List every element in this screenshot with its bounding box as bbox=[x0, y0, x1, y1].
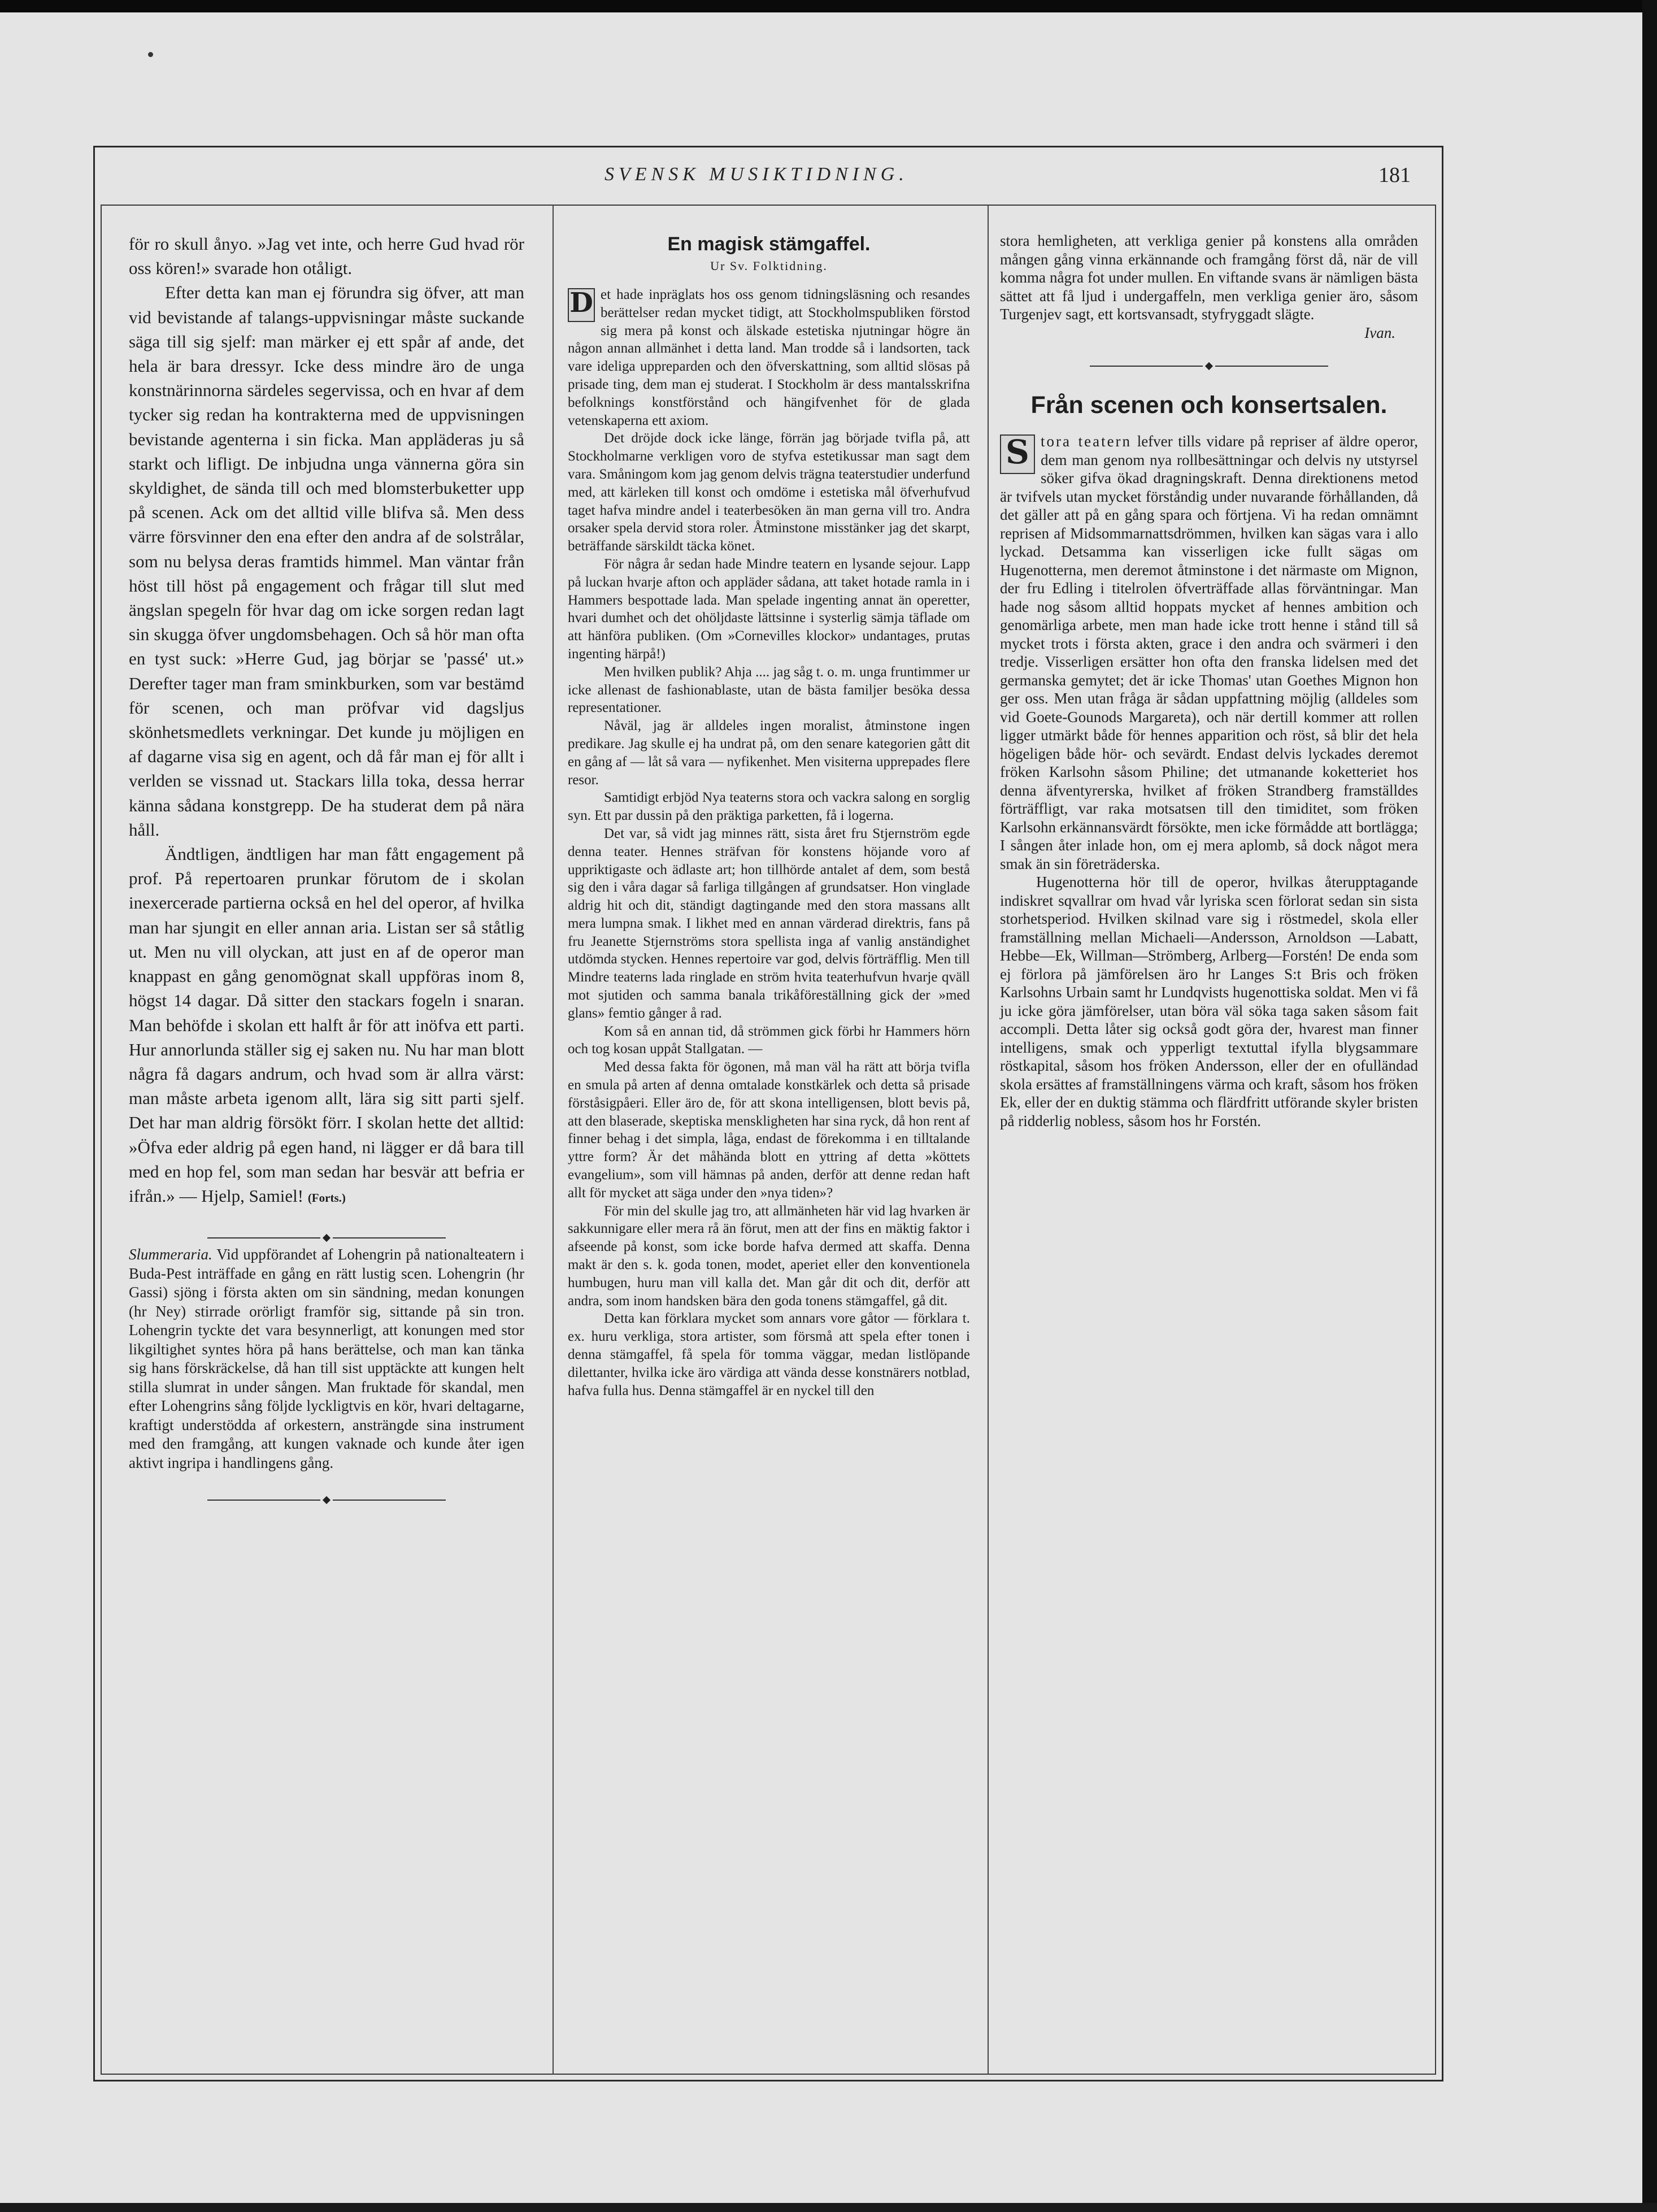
scan-border-right bbox=[1642, 0, 1657, 2212]
column-divider-1 bbox=[553, 205, 554, 2075]
slummeraria-title: Slummeraria. bbox=[129, 1246, 212, 1263]
col3-paragraph-1 bbox=[1000, 432, 1418, 873]
scan-speck bbox=[148, 52, 153, 57]
page-number: 181 bbox=[1378, 163, 1411, 187]
continued-note: (Forts.) bbox=[307, 1190, 346, 1205]
col2-paragraph: Samtidigt erbjöd Nya teaterns stora och vackra salong en sorglig syn. Ett par dussin på den präktiga parketten, få i logerna. bbox=[568, 790, 970, 824]
col1-paragraph-3 bbox=[129, 842, 524, 1210]
ornament-divider bbox=[129, 1224, 524, 1232]
col2-paragraph: Detta kan förklara mycket som annars vore gåtor — förklara t. ex. huru verkliga, stora artister, som försmå att spela efter tonen i denna stämgaffel, få spela för tomma väggar, medan listlöpande dilettanter, hvilka icke äro värdiga att vända desse konstnärers notblad, hafva fulla hus. Denna stämgaffel är en nyckel till den bbox=[568, 1311, 970, 1398]
ornament-divider-end bbox=[129, 1486, 524, 1494]
article-title: En magisk stämgaffel. bbox=[667, 233, 871, 255]
col2-paragraph: Nåväl, jag är alldeles ingen moralist, åtminstone ingen predikare. Jag skulle ej ha undrat på, om den senare kategorien gått dit en gång af — låt så vara — nyfikenhet. Men visiterna upprepades flere resor. bbox=[568, 718, 970, 788]
column-1 bbox=[129, 232, 524, 1507]
scan-border-top bbox=[0, 0, 1657, 12]
slummeraria-text: Vid uppförandet af Lohengrin på nationalteatern i Buda-Pest inträffade en gång en rätt lustig scen. Lohengrin (hr Gassi) sjöng i första akten om sin sändning, medan konungen (hr Ney) stirrade orörligt framför sig, sittande på sin tron. Lohengrin tyckte det vara besynnerligt, att konungen med stor likgiltighet syntes höra på hans berättelse, och man kan tänka sig hans förskräckelse, då han till sist upptäckte att kungen helt stilla slumrat in under sången. Man fruktade för skandal, men efter Lohengrins sång följde lyckligtvis en kör, hvari deltagarne, kraftigt understödda af orkestern, ansträngde sina instrument med den framgång, att kungen vaknade och kunde åter igen aktivt ingripa i handlingens gång. bbox=[129, 1246, 524, 1471]
slummeraria-note bbox=[129, 1245, 524, 1472]
header-rule bbox=[101, 205, 1436, 206]
col3-continuation: stora hemligheten, att verkliga genier på konstens alla områden mången gång vinna erkännande och framgång först då, när de vill komma några fot under mullen. En viftande svans är nämligen bästa sättet att få ljud i undergaffeln, men verkliga genier äro, såsom Turgenjev sagt, ett kortsvansadt, styfryggadt slägte. bbox=[1000, 232, 1418, 323]
col1-paragraph-2: Efter detta kan man ej förundra sig öfver, att man vid bevistande af talangs-uppvisningar måste suckande säga till sig sjelf: man märker ej ett spår af ande, det hela är bara dressyr. Icke dess mindre äro de unga konstnärinnorna särdeles segervissa, och en hvar af dem tycker sig redan ha kontrakterna med de uppvisningen bevistande agenterna i sin ficka. Man appläderas ju så starkt och lifligt. De inbjudna unga vännerna göra sin skyldighet, de sända till och med blomsterbuketter upp på scenen. Ack om det alltid ville blifva så. Men dess värre försvinner den ena efter den andra af de solstrålar, som nu belysa deras framtids himmel. Man väntar från höst till höst på engagement och frågar till slut med ängslan spegeln för hvar dag om icke sorgen redan lagt sin skugga öfver ungdomsbehagen. Och så hör man ofta en tyst suck: »Herre Gud, jag börjar se 'passé' ut.» Derefter tager man fram sminkburken, som var bestämd för scenen, och man pröfvar vid dagsljus skönhetsmedlets verkningar. Det kunde ju möjligen en af dagarne visa sig en agent, och då får man ej för allt i verlden se vissnad ut. Stackars lilla toka, dessa herrar känna sådana konstgrepp. De ha studerat dem på nära håll. bbox=[129, 283, 524, 840]
drop-cap-s: S bbox=[1000, 434, 1035, 474]
col2-paragraph: För några år sedan hade Mindre teatern en lysande sejour. Lapp på luckan hvarje afton och appläder sådana, att taket hotade ramla in i Hammers bespottade lada. Man spelade ingenting annat än operetter, hvari dumhet och det ohöljdaste lättsinne i systerlig sämja täflade om att hänföra publiken. (Om »Cornevilles klockor» undantages, prutas ingenting härpå!) bbox=[568, 556, 970, 662]
col2-paragraph: Det var, så vidt jag minnes rätt, sista året fru Stjernström egde denna teater. Hennes sträfvan för konstens höjande voro af uppriktigaste och ädlaste art; hon tillhörde antalet af dem, som bestå sig den i våra dagar så farliga tillgången af grundsatser. Hon vinglade aldrig hit och dit, ständigt dagtingande med den stora massans allt mera lumpna smak. I likhet med en annan värderad direktris, fans på fru Jeanette Stjernströms stora spellista inga af vanlig anständighet utdömda stycken. Hennes repertoire var god, delvis förträfflig. Men till Mindre teaterns lada ringlade en ström hvita teaterhufvun hvarje qväll mot sjutiden och samma banala trikåföreställning gick der »med glans» femtio gånger å rad. bbox=[568, 825, 970, 1021]
column-3 bbox=[1000, 232, 1418, 1130]
ornament-divider-col3 bbox=[1000, 355, 1418, 363]
col2-paragraph: Men hvilken publik? Ahja .... jag såg t. o. m. unga fruntimmer ur icke allenast de fashionablaste, utan de bästa familjer besöka dessa representationer. bbox=[568, 664, 970, 716]
scan-border-bottom bbox=[0, 2203, 1657, 2212]
col3-paragraph-1-text: lefver tills vidare på repriser af äldre operor, dem man genom nya rollbesättningar och delvis ny utstyrsel söker gifva ökad dragningskraft. Denna direktionens metod är tvifvels utan mycket förståndig under nuvarande förhållanden, då det gäller att på en gång spara och förtjena. Vi ha redan omnämnt reprisen af Midsommarnattsdrömmen, hvilken kan sägas vara i allo lyckad. Detsamma kan visserligen icke fullt sägas om Hugenotterna, men deremot åtminstone i det närmaste om Mignon, der fru Edling i titelrolen öfverträffade allas förväntningar. Man hade nog såsom alltid hoppats mycket af hennes ambition och genomärliga arbete, men man hade icke trott henne i stånd till så mycket trots i första akten, grace i den andra och svärmeri i den tredje. Visserligen ersätter hon ofta den franska lidelsen med det germanska gemytet; det är icke Thomas' utan Goethes Mignon hon ger oss. Men utan fråga är sådan uppfattning möjlig (alldeles som vid Goete-Gounods Margareta), och när dertill kommer att rollen ligger utmärkt både för hennes apparition och röst, så blir det hela högeligen både hör- och sevärdt. Endast delvis lyckades deremot fröken Karlsohn såsom Philine; det utmanande koketteriet hos denna äfventyrerska, hvilket af fröken Strandberg framställdes förträffligt, var raka motsatsen till den timiditet, som fröken Karlsohn erkännansvärdt försökte, men icke förmådde att bortlägga; I sången åter inlade hon, om ej mera aplomb, så dock något mera smak än sin företräderska. bbox=[1000, 433, 1418, 872]
col2-paragraph: Med dessa fakta för ögonen, må man väl ha rätt att börja tvifla en smula på arten af denna omtalade konstkärlek och detta så prisade förståsigpåeri. Eller äro de, för att skona intelligensen, blott bevis på, att den blaserade, skeptiska menskligheten har sina ryck, då hon rent af finner behag i det simpla, låga, endast de förekomma i en tilltalande yttre form? Är det måhända blott en yttring af detta »köttets evangelium», som vill hämnas på anden, derför att denne redan haft allt för mycket att säga under den »nya tiden»? bbox=[568, 1059, 970, 1201]
col2-paragraph-1 bbox=[568, 286, 970, 429]
col2-paragraph: Det dröjde dock icke länge, förrän jag började tvifla på, att Stockholmarne verkligen voro de styfva estetikussar man sagt dem vara. Småningom kom jag genom delvis trägna teaterstudier underfund med, att kärleken till konst och omdöme i estetiska mål öfverhufvud taget hafva mindre andel i teaterbesöken än man gerna vill tro. Andra orsaker spela dervid stora roler. Åtminstone misstänker jag det skarpt, beträffande särskildt täcka könet. bbox=[568, 431, 970, 554]
column-divider-2 bbox=[988, 205, 989, 2075]
article-source: Ur Sv. Folktidning. bbox=[710, 259, 828, 273]
col1-paragraph-3-text: Ändtligen, ändtligen har man fått engagement på prof. På repertoaren prunkar förutom de i skolan inexercerade partierna också en hel del operor, af hvilka man har sjungit en eller annan aria. Listan ser så ståtlig ut. Men nu vill olyckan, att just en af de operor man knappast en gång genomögnat skall uppföras inom 8, högst 14 dagar. Då sitter den stackars fogeln i snaran. Man behöfde i skolan ett halft år för att inöfva ett parti. Hur annorlunda ställer sig ej saken nu. Nu har man blott några få dagars andrum, och hvad som är allra värst: man måste arbeta igenom allt, lära sig sitt parti sjelf. Det har man aldrig försökt förr. I skolan hette det alltid: »Öfva eder aldrig på egen hand, ni lägger er då bara till med en hop fel, som man sedan har besvär att befria er ifrån.» — Hjelp, Samiel! bbox=[129, 844, 524, 1206]
col3-paragraph-2: Hugenotterna hör till de operor, hvilkas återupptagande indiskret sqvallrar om hvad vår lyriska scen förlorat sedan sin sista storhetsperiod. Hvilken skilnad vare sig i röstmedel, skola eller framställning mellan Michaeli—Andersson, Arnoldson —Labatt, Hebbe—Ek, Willman—Strömberg, Arlberg—Forstén! De enda som ej förlora på jämförelsen äro hr Langes S:t Bris och fröken Karlsohns Urbain samt hr Lundqvists hugenottiska soldat. Men vi få ju icke göra jämförelser, utan böra väl söka taga saken såsom fait accompli. Detta låter sig också godt göra der, hvarest man finner intelligens, smak och ypperligt textuttal ifylla blygsammare röstkapital, såsom hos fröken Andersson, eller der en ofulländad skola ersättes af framställningens värma och kraft, såsom hos fröken Ek, eller der en duktig stämma och flärdfritt utförande skyler bristen på ridderlig nobless, såsom hos hr Forstén. bbox=[1000, 873, 1418, 1129]
section-title: Från scenen och konsertsalen. bbox=[1030, 392, 1388, 419]
drop-cap-d: D bbox=[568, 288, 595, 322]
author-signature: Ivan. bbox=[1364, 324, 1395, 341]
col2-paragraph-1-text: et hade inpräglats hos oss genom tidningsläsning och resandes berättelser redan mycket tidigt, att Stockholmspubliken förstod sig mera på konst och älskade estetiska njutningar högre än någon annan allmänhet i detta land. Man trodde så i landsorten, tack vare ideliga uppreparden och den öfverskattning, som alltid slösas på prisade ting, dem man ej studerat. I Stockholm är dess mantalsskrifna befolknings konstförstånd och hängifvenhet för de glada vetenskaperna ett axiom. bbox=[568, 287, 970, 428]
col3-lead-spaced: tora teatern bbox=[1041, 433, 1132, 450]
column-2 bbox=[568, 232, 970, 1400]
col1-paragraph-1: för ro skull ånyo. »Jag vet inte, och herre Gud hvad rör oss kören!» svarade hon otåligt. bbox=[129, 234, 524, 279]
col2-paragraph: Kom så en annan tid, då strömmen gick förbi hr Hammers hörn och tog kosan uppåt Stallgatan. — bbox=[568, 1023, 970, 1057]
running-head: SVENSK MUSIKTIDNING. bbox=[604, 164, 908, 185]
col2-paragraph: För min del skulle jag tro, att allmänheten här vid lag hvarken är sakkunnigare eller mera rå än förut, men att der fins en mäktig faktor i afseende på konst, som icke borde hafva dermed att skaffa. Denna makt är den s. k. goda tonen, modet, aperiet eller den konventionela humbugen, huru man vill kalla det. Man går dit och dit, derför att andra, som inom handsken bära den goda tonens stämgaffel, gå dit. bbox=[568, 1203, 970, 1309]
